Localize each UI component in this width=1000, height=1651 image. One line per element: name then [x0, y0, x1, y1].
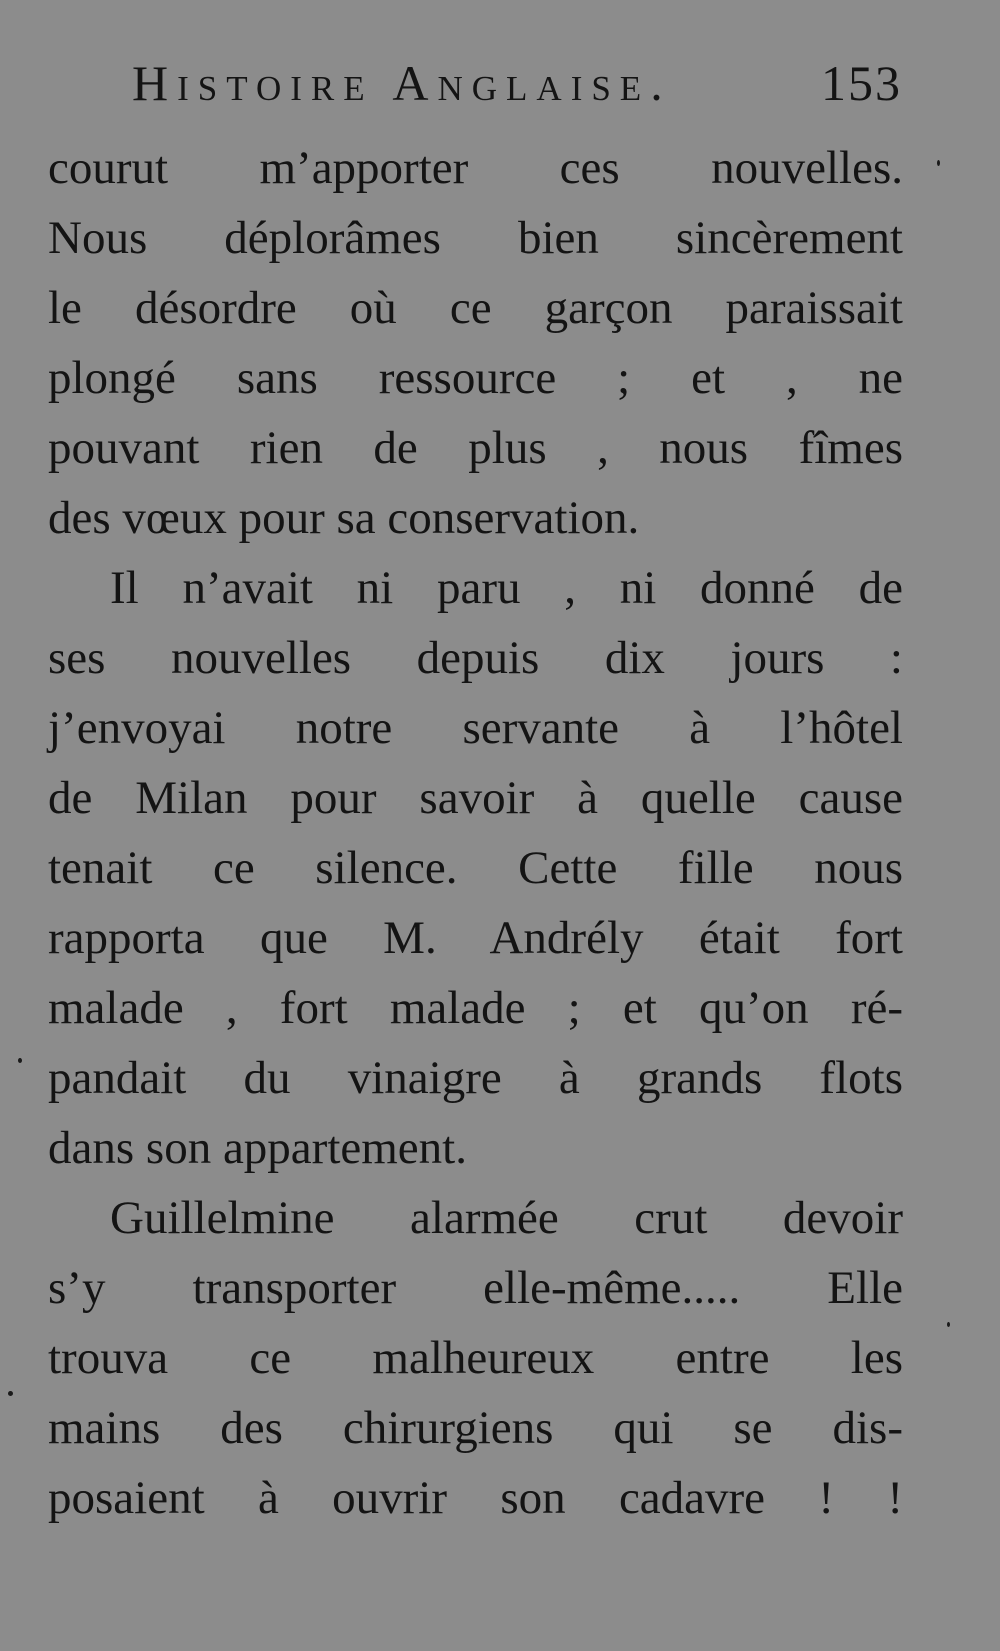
text-line: tenait ce silence. Cette fille nous: [48, 842, 903, 894]
scan-speck: [18, 1058, 22, 1063]
text-line: rapporta que M. Andrély était fort: [48, 912, 903, 964]
scan-speck: [8, 1391, 13, 1396]
page-number: 153: [821, 55, 902, 111]
text-line: s’y transporter elle-même..... Elle: [48, 1262, 903, 1314]
text-line: ses nouvelles depuis dix jours :: [48, 632, 903, 684]
scan-speck: [947, 1322, 950, 1327]
text-line: Nous déplorâmes bien sincèrement: [48, 212, 903, 264]
text-line: courut m’apporter ces nouvelles.: [48, 142, 903, 194]
text-line: pandait du vinaigre à grands flots: [48, 1052, 903, 1104]
text-line: Il n’avait ni paru , ni donné de: [110, 562, 903, 614]
text-line: posaient à ouvrir son cadavre ! !: [48, 1472, 903, 1524]
text-line: de Milan pour savoir à quelle cause: [48, 772, 903, 824]
text-line: trouva ce malheureux entre les: [48, 1332, 903, 1384]
text-line: Guillelmine alarmée crut devoir: [110, 1192, 903, 1244]
text-line: plongé sans ressource ; et , ne: [48, 352, 903, 404]
text-line: j’envoyai notre servante à l’hôtel: [48, 702, 903, 754]
text-line: malade , fort malade ; et qu’on ré-: [48, 982, 903, 1034]
running-head: [132, 48, 902, 118]
text-line: le désordre où ce garçon paraissait: [48, 282, 903, 334]
text-line: des vœux pour sa conservation.: [48, 492, 640, 544]
text-line: dans son appartement.: [48, 1122, 467, 1174]
text-line: mains des chirurgiens qui se dis-: [48, 1402, 903, 1454]
scan-speck: [937, 160, 940, 166]
text-line: pouvant rien de plus , nous fîmes: [48, 422, 903, 474]
running-head-title: Histoire Anglaise.: [132, 55, 672, 111]
